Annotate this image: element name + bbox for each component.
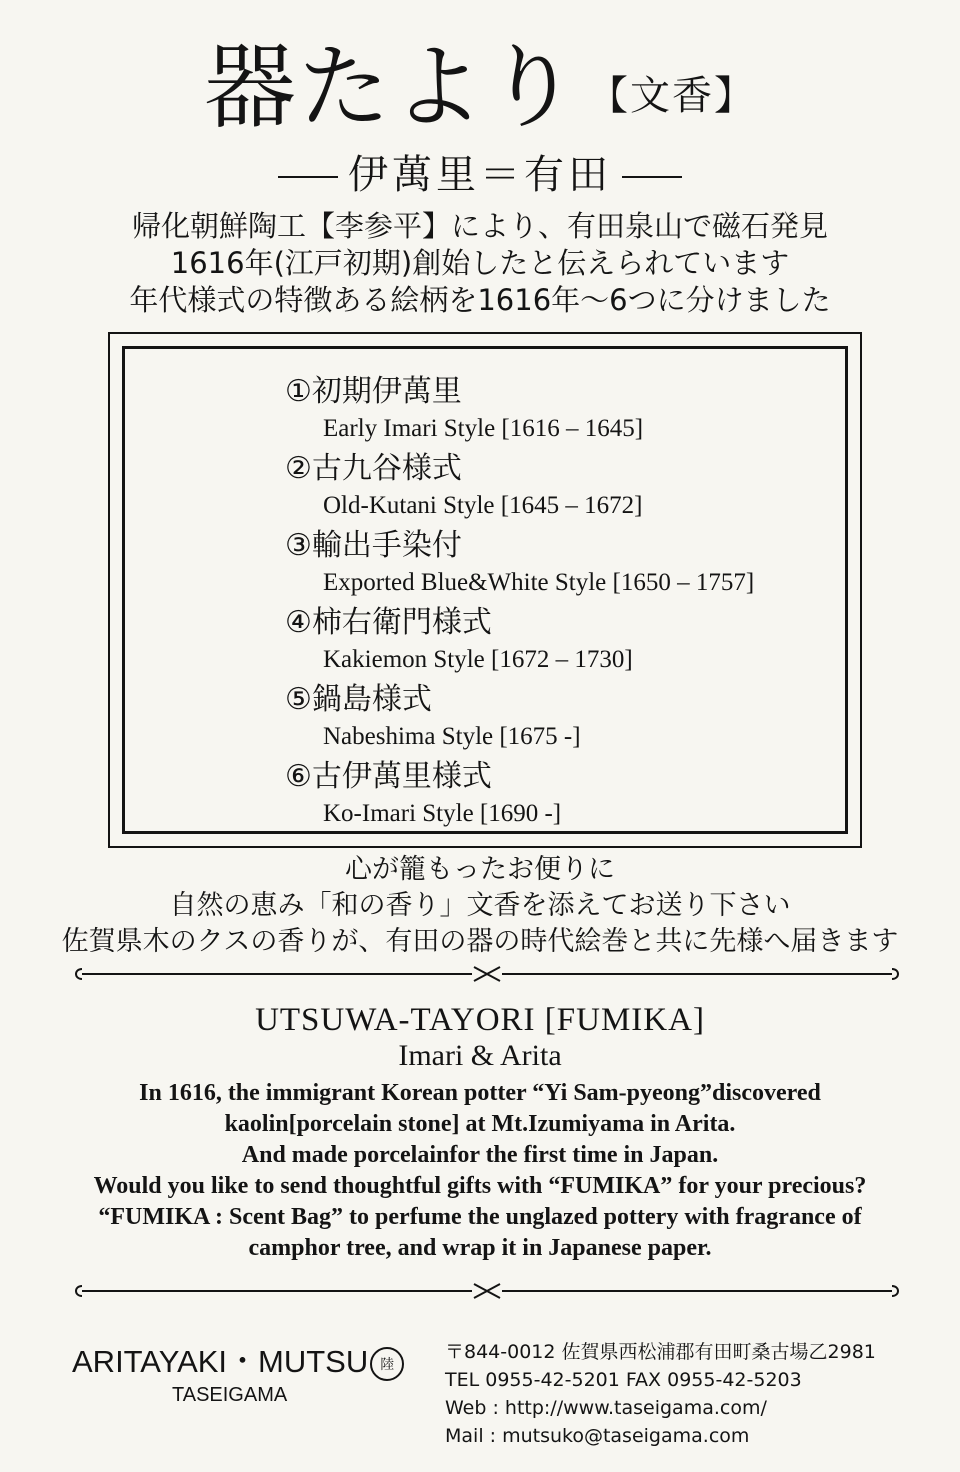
english-subtitle: Imari & Arita xyxy=(398,1039,562,1072)
style-item xyxy=(285,604,754,678)
style-jp-name: ①初期伊萬里 xyxy=(285,374,462,409)
style-en-name: Ko-Imari Style [1690 -] xyxy=(323,800,562,827)
style-en-name: Nabeshima Style [1675 -] xyxy=(323,723,581,750)
style-jp-name: ②古九谷様式 xyxy=(285,451,462,486)
style-en-name: Old-Kutani Style [1645 – 1672] xyxy=(323,492,643,519)
style-item xyxy=(285,527,754,601)
english-line: Would you like to send thoughtful gifts with “FUMIKA” for your precious? xyxy=(93,1173,867,1199)
contact-phone: TEL 0955-42-5201 FAX 0955-42-5203 xyxy=(445,1369,802,1391)
message-text xyxy=(0,852,960,960)
style-item xyxy=(285,373,754,447)
intro-line: 年代様式の特徴ある絵柄を1616年～6つに分けました xyxy=(129,283,831,317)
contact-address: 〒844-0012 佐賀県西松浦郡有田町桑古場乙2981 xyxy=(445,1341,876,1363)
english-line: And made porcelainfor the first time in Japan. xyxy=(241,1142,719,1168)
style-en-name: Kakiemon Style [1672 – 1730] xyxy=(323,646,633,673)
contact-info xyxy=(445,1338,876,1450)
style-en-name: Early Imari Style [1616 – 1645] xyxy=(323,415,644,442)
subtitle xyxy=(0,150,960,200)
ornament-divider xyxy=(72,963,902,985)
contact-web-link[interactable]: Web : http://www.taseigama.com/ xyxy=(445,1397,767,1419)
intro-line: 帰化朝鮮陶工【李参平】により、有田泉山で磁石発見 xyxy=(131,209,828,243)
message-line: 佐賀県木のクスの香りが、有田の器の時代絵巻と共に先様へ届きます xyxy=(61,926,899,957)
english-title: UTSUWA-TAYORI [FUMIKA] xyxy=(255,1002,705,1038)
subtitle-dash-right xyxy=(622,176,682,178)
page-title xyxy=(0,28,960,156)
english-line: camphor tree, and wrap it in Japanese paper. xyxy=(248,1235,712,1261)
styles-frame xyxy=(108,332,862,848)
brand-mark-icon: 陸 xyxy=(370,1347,404,1381)
subtitle-dash-left xyxy=(278,176,338,178)
brand-name-text: ARITAYAKI・MUTSU xyxy=(72,1344,369,1379)
message-line: 自然の恵み「和の香り」文香を添えてお送り下さい xyxy=(169,890,791,921)
styles-list xyxy=(285,373,754,835)
english-line: “FUMIKA : Scent Bag” to perfume the unglazed pottery with fragrance of xyxy=(98,1204,862,1230)
style-jp-name: ③輸出手染付 xyxy=(285,528,462,563)
ornament-divider xyxy=(72,1280,902,1302)
style-item xyxy=(285,450,754,524)
subtitle-text: 伊萬里＝有田 xyxy=(348,152,612,198)
brand-name xyxy=(72,1342,404,1382)
english-line: kaolin[porcelain stone] at Mt.Izumiyama in Arita. xyxy=(224,1111,736,1137)
intro-line: 1616年(江戸初期)創始したと伝えられています xyxy=(170,246,790,280)
style-item xyxy=(285,758,754,832)
contact-email-link[interactable]: Mail : mutsuko@taseigama.com xyxy=(445,1425,750,1447)
brand-block xyxy=(72,1342,404,1408)
style-item xyxy=(285,681,754,755)
style-en-name: Exported Blue&White Style [1650 – 1757] xyxy=(323,569,755,596)
intro-text xyxy=(0,208,960,319)
title-main-text: 器たより xyxy=(203,34,580,141)
english-body xyxy=(0,1078,960,1264)
styles-frame-inner xyxy=(122,346,848,834)
kiln-name: TASEIGAMA xyxy=(172,1384,288,1406)
message-line: 心が籠もったお便りに xyxy=(345,854,615,885)
style-jp-name: ⑥古伊萬里様式 xyxy=(285,759,492,794)
title-sub-text: 【文香】 xyxy=(588,73,756,119)
style-jp-name: ④柿右衛門様式 xyxy=(285,605,492,640)
style-jp-name: ⑤鍋島様式 xyxy=(285,682,432,717)
english-line: In 1616, the immigrant Korean potter “Yi Sam-pyeong”discovered xyxy=(139,1080,821,1106)
